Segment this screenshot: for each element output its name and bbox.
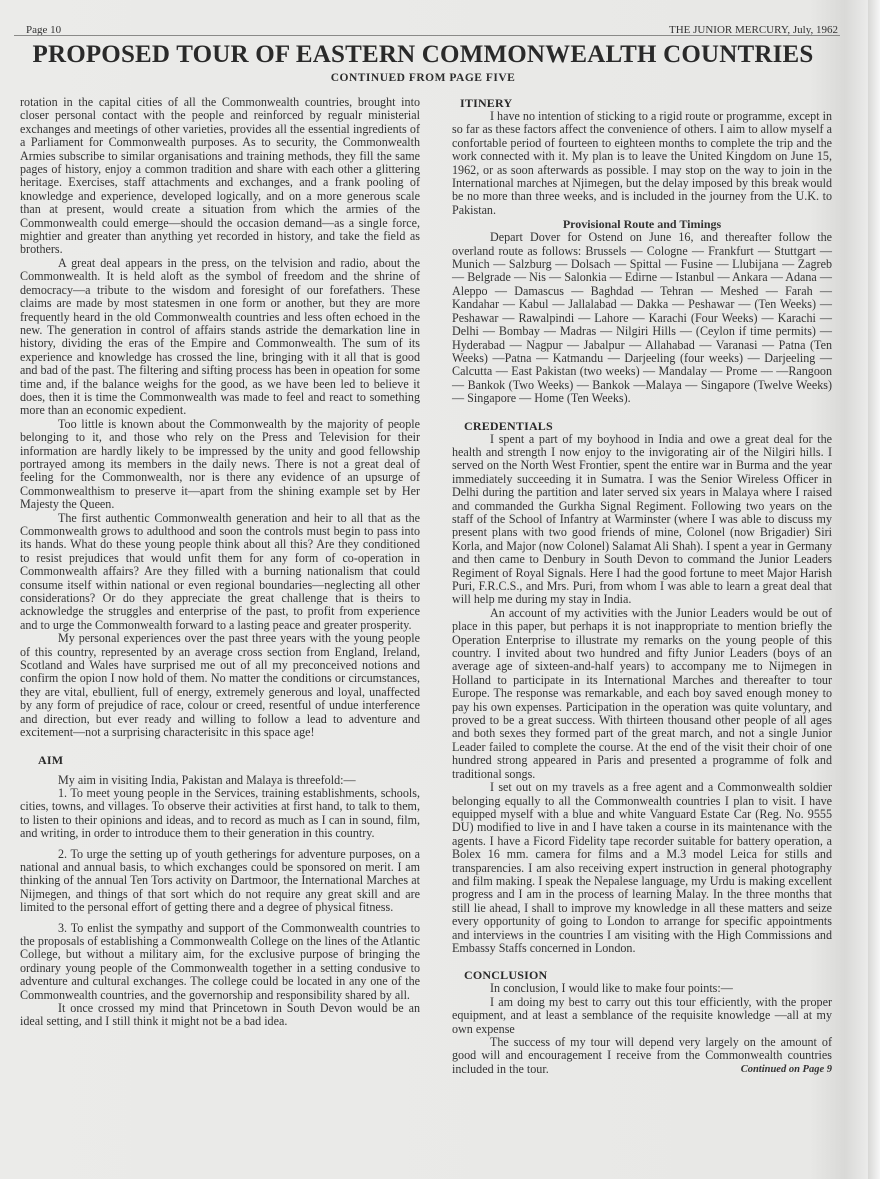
- spacer: [20, 740, 420, 753]
- paragraph: I am doing my best to carry out this tour efficiently, with the proper equipment, and at least a semblance of the requisite knowledge —all at my own expense: [452, 994, 832, 1036]
- paragraph: The first authentic Commonwealth generation and heir to all that as the Commonwealth grows to adulthood and soon the controls must begin to pass into its hands. What do these young people think about all this? Are they conditioned to resist prejudices that would unfit them for any form of co-operation in Commonwealth affairs? Are they filled with a burning nationalism that could consume itself within national or even regional boundaries—neglecting all other considerations? Or do they appreciate the great challenge that is theirs to acknowledge the struggles and enterprise of the past, to profit from experience and to urge the Commonwealth forward to a lasting peace and greater prosperity.: [20, 510, 420, 632]
- section-heading-conclusion: CONCLUSION: [464, 968, 548, 983]
- publication-dateline: THE JUNIOR MERCURY, July, 1962: [669, 24, 838, 36]
- paragraph: It once crossed my mind that Princetown in South Devon would be an ideal setting, and I still think it might not be a bad idea.: [20, 1001, 420, 1029]
- article-subtitle: CONTINUED FROM PAGE FIVE: [330, 72, 516, 84]
- running-header: [26, 20, 838, 36]
- paragraph: rotation in the capital cities of all the Commonwealth countries, brought into closer personal contact with the people and reinforced by regualr ministerial exchanges and meetings of other varieties, provides all the essential ingredients of a Parliament for Commonwealth purposes. As to security, the Commonwealth Armies subscribe to similar organisations and training methods, they fill the same pages of history, enjoy a common tradition and share with each other a glittering heritage. Exercises, staff attachments and exchanges, and a frank pooling of knowledge and experience, developed logically, and on a more generous scale than at present, would create a situation from which the armies of the Commonwealth could emerge—should the occasion demand—as a single force, mightier and greater than anything yet recorded in history, and take the field as brothers.: [20, 95, 420, 257]
- aim-item-2: 2. To urge the setting up of youth getherings for adventure purposes, on a national and annual basis, to which exchanges could be sponsored on merit. I am thinking of the annual Ten Tors activity on Dartmoor, the International Marches at Nijmegen, and things of that sort which do not require any great skill and are limited to the personal effort of getting there and a degree of physical fitness.: [20, 846, 420, 915]
- aim-intro: My aim in visiting India, Pakistan and Malaya is threefold:—: [58, 772, 356, 787]
- paragraph: I set out on my travels as a free agent and a Commonwealth soldier belonging equally to all the Commonwealth countries I plan to visit. I have equipped myself with a blue and white Vanguard Estate Car (Reg. No. 9555 DU) modified to live in and I have taken a course in its maintenance with the agents. I have a Ficord Fidelity tape recorder suitable for battery operation, a Bolex 16 mm. camera for films and a M.3 model Leica for stills and transparencies. I am also receiving expert instruction in general photography and film making. I speak the Nepalese language, my Urdu is making excellent progress and I am in the process of learning Malay. In the three months that still lie ahead, I shall to improve my knowledge in all these matters and seize every opportunity of going to London to arrange for specific appointments and interviews in the countries I am visiting with the High Commissions and Embassy Staffs concerned in London.: [452, 780, 832, 955]
- aim-item-3: 3. To enlist the sympathy and support of the Commonwealth countries to the proposals of establishing a Commonwealth College on the lines of the Atlantic College, but without a military aim, for the exclusive purpose of bringing the ordinary young people of the Commonwealth together in a setting condusive to adventure and cultural exchanges. The college could be located in any one of the Commonwealth countries, and the governorship and responsibility shared by all.: [20, 920, 420, 1002]
- subheading-route: Provisional Route and Timings: [562, 217, 722, 232]
- page-edge-shadow: [868, 0, 880, 1179]
- header-rule: [14, 35, 840, 36]
- paragraph: I spent a part of my boyhood in India and owe a great deal for the health and strength I now enjoy to the invigorating air of the Nilgiri hills. I served on the North West Frontier, spent the entire war in Burma and the year immediately succeeding it in Sumatra. I was the Senior Wireless Officer in Delhi during the partition and later served six years in Malaya where I raised and commanded the Gurkha Signal Regiment. Following two years on the staff of the School of Infantry at Warminster (where I was able to discuss my present plans with two good friends of mine, Colonel (now Brigadier) Siri Korla, and Major (now Colonel) Salamat Ali Shah). I spent a year in Germany and then came to Denbury in South Devon to command the Junior Leaders Regiment of Royal Signals. Here I had the good fortune to meet Major Harish Puri, F.R.C.S., and Mrs. Puri, from whom I was able to learn a great deal that will help me during my stay in India.: [452, 431, 832, 607]
- conclusion-text: The success of my tour will depend very largely on the amount of good will and encouragement I receive from the Commonwealth countries included in the tour.: [452, 1035, 832, 1076]
- article-title: PROPOSED TOUR OF EASTERN COMMONWEALTH COUNTRIES: [32, 41, 814, 68]
- continued-link[interactable]: Continued on Page 9: [740, 1063, 832, 1075]
- aim-item-1: 1. To meet young people in the Services, training establishments, schools, cities, towns, and villages. To observe their activities at first hand, to talk to them, to listen to their opinions and ideas, and to record as much as I can in sound, film, and writing, in order to introduce them to their generation in this country.: [20, 785, 420, 841]
- route-paragraph: Depart Dover for Ostend on June 16, and thereafter follow the overland route as follows: Brussels — Cologne — Frankfurt — Stuttgart — Munich — Salzburg — Dolsach — Spittal — Fusine — Llubijana — Zagreb — Belgrade — Nis — Salonkia — Edirne — Istanbul — Ankara — Adana — Aleppo — Damascus — Baghdad — Tehran — Meshed — Farah — Kandahar — Kabul — Jallalabad — Dakka — Peshawar — (Ten Weeks) — Peshawar — Rawalpindi — Lahore — Karachi (Four Weeks) — Karachi — Delhi — Bombay — Madras — Nilgiri Hills — (Ceylon if time permits) — Hyderabad — Nagpur — Jabalpur — Allahabad — Varanasi — Patna (Ten Weeks) —Patna — Katmandu — Darjeeling (four weeks) — Darjeeling — Calcutta — East Pakistan (two weeks) — Mandalay — Prome — —Rangoon — Bankok (Two Weeks) — Bankok —Malaya — Singapore (Twelve Weeks) — Singapore — Home (Ten Weeks).: [452, 230, 832, 406]
- paragraph: My personal experiences over the past three years with the young people of this country, represented by an average cross section from England, Ireland, Scotland and Wales have surprised me out of all my preconceived notions and confirm the opion I now hold of them. No matter the conditions or circumstances, they are vital, ebullient, full of energy, extremely generous and loyal, unaffected by any form of prejudice of race, colour or creed, resentful of undue interference and direction, but ever ready and willing to follow a lead to adventure and excitement—not a surprising characterisitc in this space age!: [20, 631, 420, 740]
- paragraph: A great deal appears in the press, on the telvision and radio, about the Commonwealth. It is held aloft as the symbol of freedom and the shrine of democracy—a tribute to the wisdom and foresight of our forefathers. These claims are made by most statesmen in one form or another, but they are more frequently heard in the old Commonwealth countries and less often echoed in the new. The generation in control of affairs stands astride the demarkation line in history, dividing the eras of the Empire and Commonwealth. The sum of its experience and knowledge has crossed the line, bringing with it all that is good and bad of the past. The filtering and sifting process has been in opeation for some time and, if the balance weighs for the good, as we have been led to believe it does, then it is time the Commonwealth was made to feel and react to something more than an economic expedient.: [20, 255, 420, 418]
- section-heading-itinery: ITINERY: [460, 96, 513, 110]
- spacer: [452, 406, 832, 419]
- section-heading-credentials: CREDENTIALS: [464, 418, 553, 433]
- section-heading-aim: AIM: [38, 752, 64, 767]
- page-number: Page 10: [26, 24, 62, 36]
- spacer: [452, 955, 832, 968]
- conclusion-intro: In conclusion, I would like to make four points:—: [490, 981, 733, 996]
- paragraph: Too little is known about the Commonwealth by the majority of people belonging to it, and those who rely on the Press and Television for their information are hardly likely to be impressed by the unity and good fellowship portrayed among its members in the daily news. There is not a great deal of feeling for the Commonwealth, nor is there any evidence of an upsurge of Commonwealthism to preserve it—apart from the shining example set by Her Majesty the Queen.: [20, 416, 420, 512]
- paragraph: [452, 1036, 832, 1076]
- paragraph: An account of my activities with the Junior Leaders would be out of place in this paper, but perhaps it is not inappropriate to mention briefly the Operation Enterprise to illustrate my remarks on the young people of this country. I invited about two hundred and fifty Junior Leaders (boys of an average age of sixteen-and-half years) to accompany me to Nijmegen in Holland to participate in its International Marches and thereafter to tour Europe. The response was remarkable, and each boy saved enough money to pay his own expenses. Participation in the operation was quite voluntary, and proved to be a great success. With thirteen thousand other people of all ages and both sexes they formed part of the great march, and not a single Junior Leader failed to complete the course. At the end of the visit their choir of one hundred strong appeared in Paris and presented a programme of folk and traditional songs.: [452, 605, 832, 781]
- left-column: [20, 96, 420, 1029]
- paragraph: I have no intention of sticking to a rigid route or programme, except in so far as these factors affect the convenience of others. I aim to allow myself a confortable period of fourteen to eighteen months to complete the trip and the work connected with it. My plan is to leave the United Kingdom on June 15, 1962, or as soon afterwards as possible. I may stop on the way to join in the International marches at Njimegen, but the delay imposed by this break would be no more than three weeks, and is included in the journey from the U.K. to Pakistan.: [452, 109, 832, 217]
- right-column: [452, 96, 832, 1076]
